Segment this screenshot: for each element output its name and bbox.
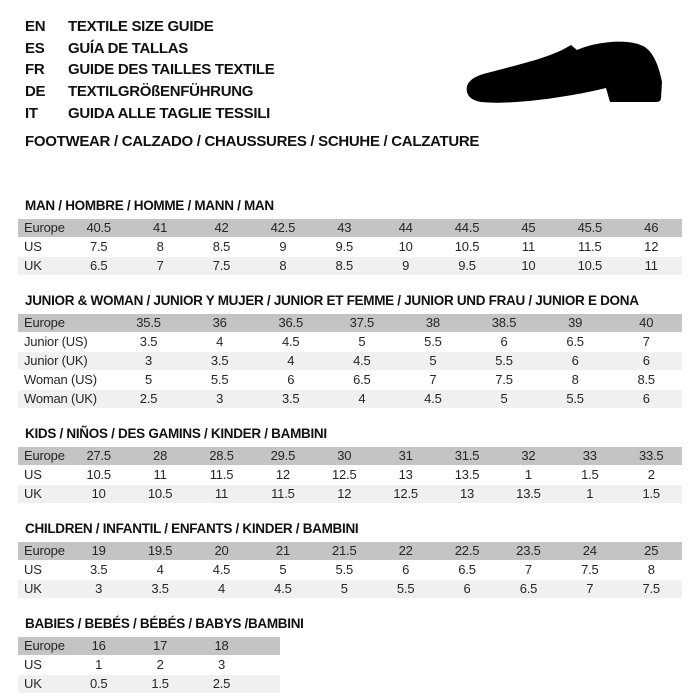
size-cell: 6	[500, 334, 508, 350]
size-section	[18, 425, 682, 503]
size-cell: 9	[402, 258, 410, 274]
size-cell: 7	[524, 562, 532, 578]
row-label: Junior (US)	[24, 334, 88, 350]
size-cell: 17	[153, 638, 168, 654]
size-cell: 33	[582, 448, 597, 464]
table-row	[18, 219, 682, 237]
language-title: GUIDA ALLE TAGLIE TESSILI	[68, 104, 270, 122]
size-cell: 5	[358, 334, 366, 350]
size-cell: 6.5	[566, 334, 584, 350]
size-cell: 6.5	[458, 562, 476, 578]
size-cell: 6	[571, 353, 579, 369]
size-cell: 32	[521, 448, 536, 464]
size-cell: 19	[91, 543, 106, 559]
size-cell: 7.5	[495, 372, 513, 388]
size-cell: 11.5	[209, 467, 234, 483]
row-label: Europe	[24, 638, 65, 654]
size-cell: 41	[153, 220, 168, 236]
size-cell: 25	[644, 543, 659, 559]
size-cell: 1.5	[642, 486, 660, 502]
size-cell: 6	[402, 562, 410, 578]
size-cell: 43	[337, 220, 352, 236]
size-cell: 6.5	[519, 581, 538, 597]
row-label: US	[24, 562, 42, 578]
size-cell: 5	[429, 353, 437, 369]
size-cell: 28.5	[209, 448, 234, 464]
row-label: US	[24, 467, 42, 483]
table-row	[18, 333, 682, 351]
language-row-en	[25, 16, 682, 38]
size-cell: 38	[425, 315, 440, 331]
size-cell: 8	[279, 258, 287, 274]
size-cell: 27.5	[86, 448, 111, 464]
size-cell: 10.5	[86, 467, 111, 483]
size-cell: 8.5	[212, 239, 231, 255]
row-label: Woman (US)	[24, 372, 97, 388]
row-label: UK	[24, 676, 42, 692]
table-row	[18, 485, 682, 503]
size-cell: 11	[214, 486, 229, 502]
size-cell: 7	[156, 258, 164, 274]
size-cell: 5	[500, 391, 508, 407]
size-cell: 5	[279, 562, 287, 578]
table-row	[18, 542, 682, 560]
size-cell: 3	[95, 581, 103, 597]
size-cell: 8	[156, 239, 164, 255]
size-cell: 6.5	[353, 372, 371, 388]
size-cell: 12	[337, 486, 352, 502]
size-cell: 12.5	[332, 467, 357, 483]
section-title: BABIES / BEBÉS / BÉBÉS / BABYS /BAMBINI	[25, 615, 304, 631]
size-section	[18, 197, 682, 275]
size-cell: 2.5	[212, 676, 231, 692]
table-row	[18, 637, 280, 655]
size-cell: 13	[460, 486, 475, 502]
size-cell: 42	[214, 220, 229, 236]
row-label: UK	[24, 486, 42, 502]
size-cell: 4	[156, 562, 164, 578]
size-cell: 16	[91, 638, 106, 654]
size-cell: 10.5	[577, 258, 603, 274]
size-cell: 11	[644, 258, 658, 274]
size-cell: 5.5	[335, 562, 353, 578]
category-line: FOOTWEAR / CALZADO / CHAUSSURES / SCHUHE / CALZATURE	[25, 132, 480, 150]
size-cell: 4	[287, 353, 295, 369]
size-cell: 1	[95, 657, 103, 673]
row-label: Europe	[24, 448, 65, 464]
size-cell: 9.5	[335, 239, 353, 255]
size-section	[18, 292, 682, 408]
language-code: EN	[25, 18, 46, 36]
size-cell: 7	[429, 372, 437, 388]
size-cell: 11.5	[271, 486, 295, 502]
table-row	[18, 390, 682, 408]
table-row	[18, 561, 682, 579]
table-row	[18, 675, 280, 693]
size-cell: 31	[398, 448, 413, 464]
size-cell: 40	[639, 315, 654, 331]
size-cell: 13.5	[454, 467, 480, 483]
size-cell: 9.5	[458, 258, 476, 274]
size-cell: 4	[217, 581, 225, 597]
size-cell: 11.5	[578, 239, 602, 255]
size-cell: 28	[153, 448, 168, 464]
size-cell: 8.5	[637, 372, 655, 388]
size-cell: 5.5	[566, 391, 584, 407]
size-cell: 4.5	[212, 562, 231, 578]
sections	[18, 197, 682, 693]
size-cell: 8.5	[335, 258, 353, 274]
size-cell: 6	[642, 391, 650, 407]
section-title: JUNIOR & WOMAN / JUNIOR Y MUJER / JUNIOR ET FEMME / JUNIOR UND FRAU / JUNIOR E DONA	[25, 292, 639, 308]
size-cell: 1	[524, 467, 532, 483]
size-cell: 6	[642, 353, 650, 369]
row-label: US	[24, 239, 42, 255]
language-title: GUIDE DES TAILLES TEXTILE	[68, 61, 275, 79]
language-code: IT	[25, 104, 38, 122]
size-cell: 2.5	[139, 391, 158, 407]
size-cell: 4	[358, 391, 366, 407]
size-cell: 5.5	[396, 581, 415, 597]
size-cell: 36.5	[278, 315, 303, 331]
size-cell: 3.5	[139, 334, 158, 350]
size-cell: 1.5	[151, 676, 169, 692]
table-row	[18, 656, 280, 674]
size-cell: 13.5	[516, 486, 541, 502]
size-cell: 10	[398, 239, 413, 255]
row-label: Woman (UK)	[24, 391, 97, 407]
size-cell: 13	[398, 467, 413, 483]
size-cell: 3.5	[89, 562, 108, 578]
section-title: MAN / HOMBRE / HOMME / MANN / MAN	[25, 197, 274, 213]
row-label: Europe	[24, 220, 65, 236]
table-row	[18, 257, 682, 275]
size-cell: 39	[568, 315, 583, 331]
table-row	[18, 466, 682, 484]
section-title: KIDS / NIÑOS / DES GAMINS / KINDER / BAMBINI	[25, 425, 327, 441]
size-table	[18, 219, 682, 275]
size-cell: 5.5	[495, 353, 513, 369]
size-cell: 7.5	[212, 258, 231, 274]
size-cell: 40.5	[86, 220, 111, 236]
size-cell: 3.5	[281, 391, 300, 407]
language-code: ES	[25, 39, 45, 57]
table-row	[18, 447, 682, 465]
size-cell: 38.5	[491, 315, 517, 331]
table-row	[18, 238, 682, 256]
section-title: CHILDREN / INFANTIL / ENFANTS / KINDER / BAMBINI	[25, 520, 359, 536]
row-label: Europe	[24, 315, 65, 331]
size-cell: 4.5	[281, 334, 300, 350]
row-label: UK	[24, 258, 42, 274]
size-cell: 29.5	[270, 448, 296, 464]
size-cell: 7.5	[581, 562, 599, 578]
size-cell: 24	[582, 543, 597, 559]
size-cell: 19.5	[147, 543, 173, 559]
size-cell: 6	[463, 581, 471, 597]
size-cell: 36	[212, 315, 227, 331]
size-cell: 4.5	[274, 581, 292, 597]
row-label: UK	[24, 581, 42, 597]
size-table	[18, 637, 280, 693]
row-label: US	[24, 657, 42, 673]
size-cell: 22	[398, 543, 413, 559]
size-cell: 9	[279, 239, 287, 255]
size-cell: 10	[91, 486, 106, 502]
size-cell: 45	[521, 220, 536, 236]
size-cell: 35.5	[136, 315, 161, 331]
size-section	[18, 520, 682, 598]
size-cell: 4.5	[353, 353, 371, 369]
size-cell: 23.5	[516, 543, 541, 559]
size-cell: 2	[156, 657, 164, 673]
language-title: TEXTILGRÖßENFÜHRUNG	[68, 83, 254, 101]
size-cell: 12.5	[393, 486, 418, 502]
size-cell: 11	[153, 467, 167, 483]
size-cell: 10	[521, 258, 536, 274]
size-cell: 42.5	[270, 220, 296, 236]
size-cell: 6	[287, 372, 295, 388]
size-table	[18, 542, 682, 598]
size-cell: 21	[275, 543, 290, 559]
size-cell: 1	[586, 486, 594, 502]
size-cell: 6.5	[89, 258, 108, 274]
size-cell: 11	[521, 239, 535, 255]
size-cell: 7.5	[89, 239, 108, 255]
size-cell: 5.5	[210, 372, 229, 388]
size-cell: 3.5	[151, 581, 169, 597]
size-cell: 44	[398, 220, 413, 236]
size-cell: 5.5	[424, 334, 442, 350]
size-cell: 1.5	[581, 467, 599, 483]
table-row	[18, 314, 682, 332]
size-cell: 3	[145, 353, 153, 369]
language-title: GUÍA DE TALLAS	[68, 39, 188, 57]
table-row	[18, 371, 682, 389]
table-row	[18, 580, 682, 598]
size-cell: 12	[644, 239, 659, 255]
size-table	[18, 447, 682, 503]
size-cell: 18	[214, 638, 229, 654]
size-cell: 10.5	[147, 486, 173, 502]
size-cell: 5	[145, 372, 153, 388]
size-cell: 46	[644, 220, 659, 236]
language-code: FR	[25, 61, 45, 79]
row-label: Junior (UK)	[24, 353, 88, 369]
language-title: TEXTILE SIZE GUIDE	[68, 18, 214, 36]
size-cell: 12	[275, 467, 290, 483]
size-cell: 8	[571, 372, 579, 388]
size-cell: 21.5	[332, 543, 357, 559]
size-cell: 33.5	[638, 448, 664, 464]
size-cell: 8	[647, 562, 655, 578]
size-cell: 22.5	[454, 543, 480, 559]
size-cell: 3	[216, 391, 224, 407]
size-cell: 44.5	[454, 220, 480, 236]
table-row	[18, 352, 682, 370]
guide-header	[18, 16, 682, 151]
size-cell: 5	[340, 581, 348, 597]
size-cell: 4.5	[424, 391, 442, 407]
size-cell: 7	[642, 334, 650, 350]
size-cell: 31.5	[454, 448, 480, 464]
size-cell: 3.5	[210, 353, 229, 369]
language-code: DE	[25, 83, 46, 101]
size-cell: 10.5	[454, 239, 480, 255]
size-table	[18, 314, 682, 408]
size-cell: 7	[586, 581, 594, 597]
size-section	[18, 615, 682, 693]
size-cell: 0.5	[89, 676, 108, 692]
size-cell: 7.5	[642, 581, 660, 597]
size-cell: 4	[216, 334, 224, 350]
size-cell: 3	[217, 657, 225, 673]
size-cell: 37.5	[349, 315, 375, 331]
shoe-icon	[465, 38, 665, 112]
size-cell: 30	[337, 448, 352, 464]
size-cell: 20	[214, 543, 229, 559]
size-cell: 45.5	[577, 220, 603, 236]
row-label: Europe	[24, 543, 65, 559]
size-cell: 2	[647, 467, 655, 483]
